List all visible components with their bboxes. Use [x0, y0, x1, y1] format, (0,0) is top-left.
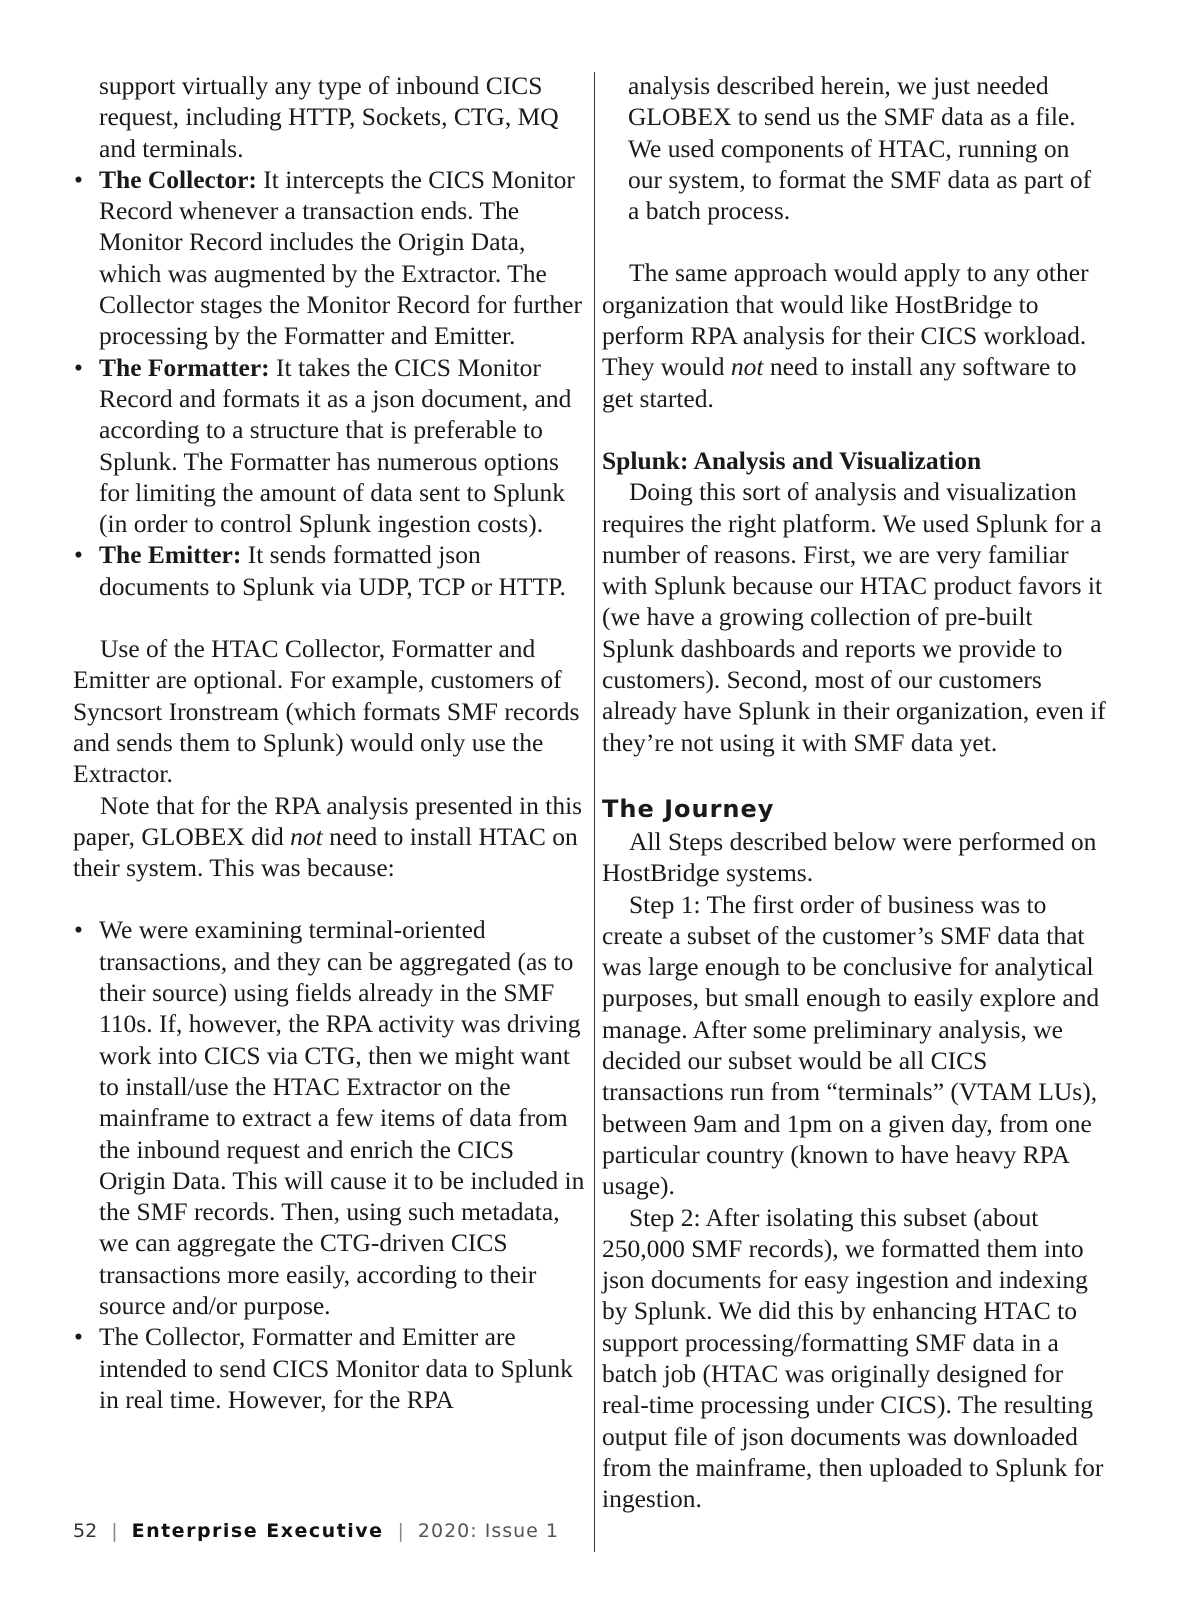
paragraph-step-2: Step 2: After isolating this subset (about 250,000 SMF records), we formatted them into json documents for easy ingestion and indexing by Splunk. We did this by enhancing HTAC to support processing/formatting SMF data in a batch job (HTAC was originally designed for real-time processing under CICS). The resulting output file of json documents was downloaded from the mainframe, then uploaded to Splunk for ingestion.	[602, 1202, 1104, 1514]
list-item-term: The Collector:	[99, 164, 257, 194]
column-divider	[594, 72, 595, 1552]
page-footer	[73, 1520, 559, 1542]
paragraph-optional: Use of the HTAC Collector, Formatter and Emitter are optional. For example, customers of Syncsort Ironstream (which formats SMF records and sends them to Splunk) would only use the Extractor.	[73, 634, 580, 789]
page-number: 52	[73, 1520, 98, 1542]
list-item-text: It sends formatted json documents to Splunk via UDP, TCP or HTTP.	[99, 540, 566, 601]
section-heading-splunk: Splunk: Analysis and Visualization	[602, 445, 982, 475]
component-list	[73, 164, 585, 602]
paragraph-splunk: Doing this sort of analysis and visualization requires the right platform. We used Splunk for a number of reasons. First, we are very familiar with Splunk because our HTAC product favors it (we have a growing collection of pre-built Splunk dashboards and reports we provide to customers). Second, most of our customers already have Splunk in their organization, even if they’re not using it with SMF data yet.	[602, 477, 1106, 757]
list-item-text: It intercepts the CICS Monitor Record whenever a transaction ends. The Monitor Record includes the Origin Data, which was augmented by the Extractor. The Collector stages the Monitor Record for further processing by the Formatter and Emitter.	[99, 164, 582, 351]
bullet-continuation: support virtually any type of inbound CICS request, including HTTP, Sockets, CTG, MQ and terminals.	[99, 71, 559, 163]
list-item	[73, 539, 585, 602]
reason-list	[73, 914, 585, 1415]
footer-separator: |	[111, 1520, 118, 1542]
footer-separator: |	[397, 1520, 404, 1542]
list-item-term: The Emitter:	[99, 540, 242, 570]
section-heading-journey: The Journey	[602, 794, 775, 823]
list-item	[73, 164, 585, 352]
list-item-text: It takes the CICS Monitor Record and formats it as a json document, and according to a structure that is preferable to Splunk. The Formatter has numerous options for limiting the amount of data sent to Splunk (in order to control Splunk ingestion costs).	[99, 352, 572, 539]
list-item: • The Collector, Formatter and Emitter are intended to send CICS Monitor data to Splunk in real time. However, for the RPA	[73, 1321, 585, 1415]
list-item-term: The Formatter:	[99, 352, 270, 382]
issue-label: 2020: Issue 1	[417, 1520, 559, 1542]
paragraph-step-1: Step 1: The first order of business was to create a subset of the customer’s SMF data that was large enough to be conclusive for analytical purposes, but small enough to easily explore and manage. After some preliminary analysis, we decided our subset would be all CICS transactions run from “terminals” (VTAM LUs), between 9am and 1pm on a given day, from one particular country (known to have heavy RPA usage).	[602, 889, 1100, 1201]
paragraph-note: Note that for the RPA analysis presented in this paper, GLOBEX did not need to install HTAC on their system. This was because:	[73, 790, 583, 883]
left-column	[73, 70, 585, 1415]
list-item: • We were examining terminal-oriented transactions, and they can be aggregated (as to their source) using fields already in the SMF 110s. If, however, the RPA activity was driving work into CICS via CTG, then we might want to install/use the HTAC Extractor on the mainframe to extract a few items of data from the inbound request and enrich the CICS Origin Data. This will cause it to be included in the SMF records. Then, using such metadata, we can aggregate the CTG-driven CICS transactions more easily, according to their source and/or purpose.	[73, 914, 585, 1321]
list-item	[73, 352, 585, 540]
paragraph-journey-intro: All Steps described below were performed on HostBridge systems.	[602, 826, 1097, 888]
magazine-title: Enterprise Executive	[131, 1520, 384, 1542]
right-column	[602, 70, 1107, 1514]
paragraph-same-approach: The same approach would apply to any other organization that would like HostBridge to perform RPA analysis for their CICS workload. They would not need to install any software to get started.	[602, 258, 1089, 413]
bullet-continuation: analysis described herein, we just needed GLOBEX to send us the SMF data as a file. We used components of HTAC, running on our system, to format the SMF data as part of a batch process.	[628, 71, 1092, 226]
